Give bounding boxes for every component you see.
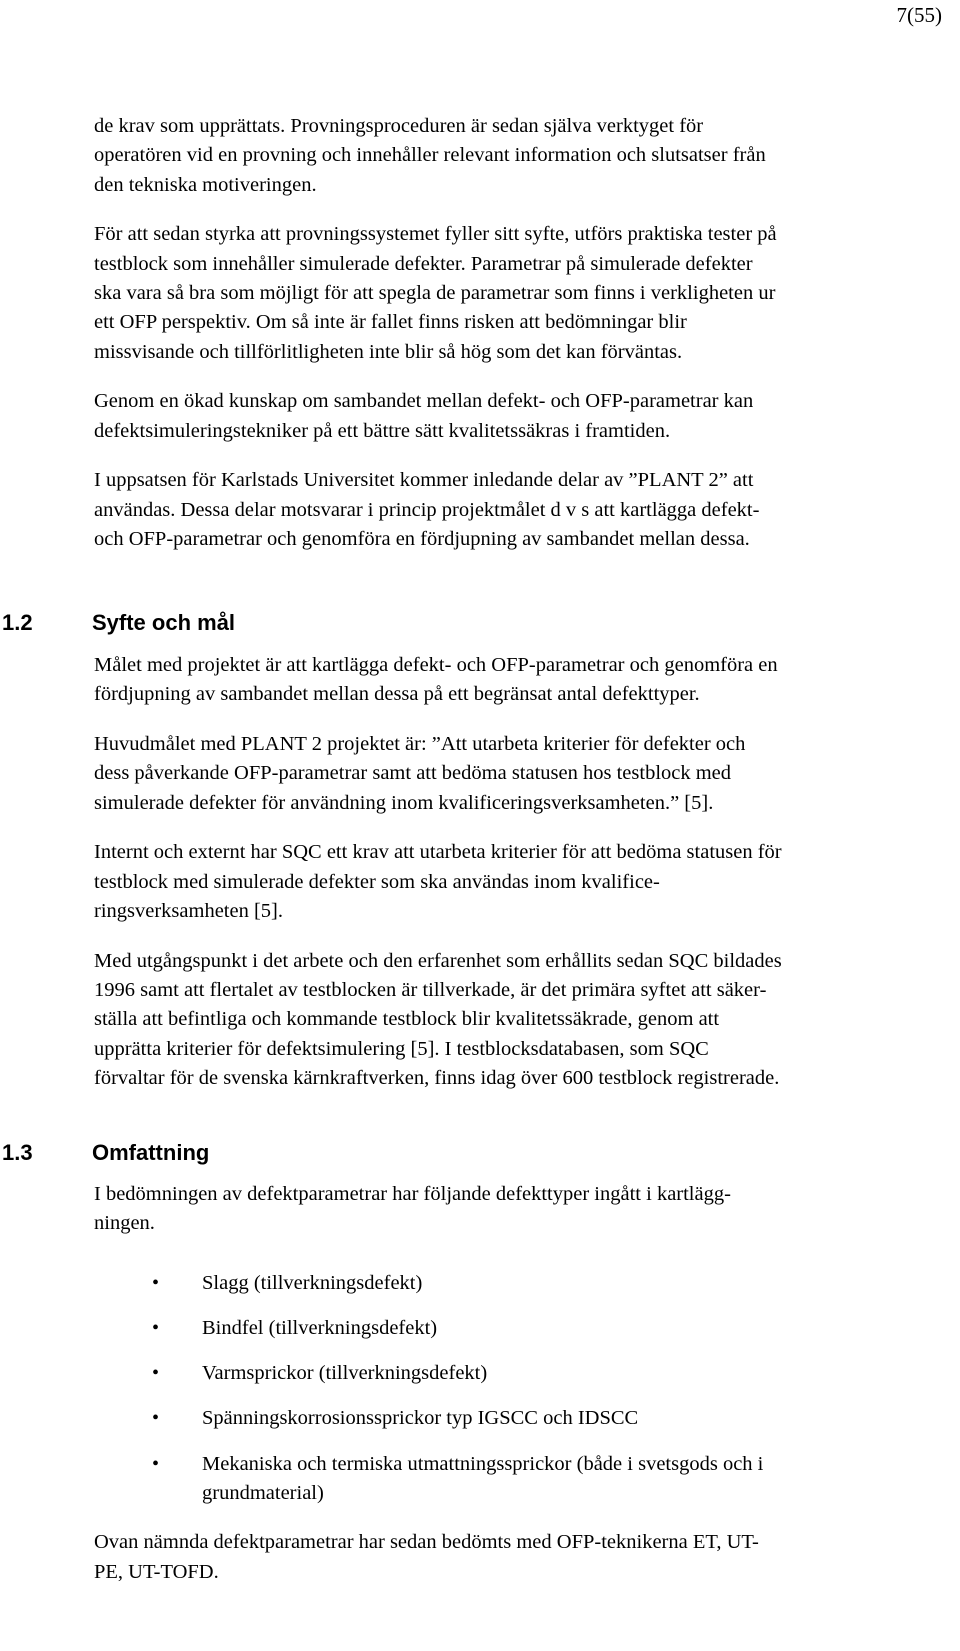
- text-line: Med utgångspunkt i det arbete och den erfarenhet som erhållits sedan SQC bildades: [94, 949, 782, 972]
- text-line: PE, UT-TOFD.: [94, 1560, 219, 1583]
- text-line: den tekniska motiveringen.: [94, 173, 317, 196]
- text-line: de krav som upprättats. Provningsproceduren är sedan själva verktyget för: [94, 115, 704, 137]
- section-number: 1.3: [2, 1140, 33, 1165]
- list-item-text: Bindfel (tillverkningsdefekt): [202, 1316, 438, 1339]
- text-line: I bedömningen av defektparametrar har följande defekttyper ingått i kartlägg-: [94, 1183, 731, 1205]
- defect-type-list: [94, 1269, 960, 1509]
- text-line: I uppsatsen för Karlstads Universitet kommer inledande delar av ”PLANT 2” att: [94, 469, 754, 492]
- text-line: Huvudmålet med PLANT 2 projektet är: ”Att utarbeta kriterier för defekter och: [94, 733, 746, 756]
- list-item: [94, 1269, 960, 1298]
- section-title: Syfte och mål: [92, 610, 236, 635]
- paragraph: [94, 466, 960, 554]
- list-item: [94, 1404, 960, 1433]
- list-item-text: grundmaterial): [202, 1482, 324, 1505]
- text-line: missvisande och tillförlitligheten inte blir så hög som det kan förväntas.: [94, 340, 683, 363]
- bullet-icon: •: [152, 1452, 160, 1475]
- text-line: upprätta kriterier för defektsimulering [5]. I testblocksdatabasen, som SQC: [94, 1037, 709, 1060]
- text-line: ningen.: [94, 1212, 155, 1235]
- text-line: Internt och externt har SQC ett krav att utarbeta kriterier för att bedöma statusen för: [94, 841, 782, 864]
- section-body-1-2: [94, 651, 960, 1114]
- section-title: Omfattning: [92, 1140, 210, 1165]
- page-number: 7(55): [896, 3, 942, 27]
- list-item: [94, 1359, 960, 1388]
- text-line: ställa att befintliga och kommande testblock blir kvalitetssäkrade, genom att: [94, 1008, 720, 1031]
- section-number: 1.2: [2, 610, 33, 635]
- paragraph: [94, 651, 960, 710]
- text-line: testblock som innehåller simulerade defekter. Parametrar på simulerade defekter: [94, 252, 753, 275]
- text-line: dess påverkande OFP-parametrar samt att bedöma statusen hos testblock med: [94, 762, 732, 785]
- paragraph: [94, 112, 960, 200]
- text-line: ett OFP perspektiv. Om så inte är fallet finns risken att bedömningar blir: [94, 311, 687, 334]
- text-line: fördjupning av sambandet mellan dessa på ett begränsat antal defekttyper.: [94, 683, 700, 706]
- paragraph: [94, 730, 960, 818]
- text-line: användas. Dessa delar motsvarar i princip projektmålet d v s att kartlägga defekt-: [94, 498, 760, 521]
- text-line: testblock med simulerade defekter som ska användas inom kvalifice-: [94, 870, 660, 893]
- text-line: Målet med projektet är att kartlägga defekt- och OFP-parametrar och genomföra en: [94, 654, 778, 676]
- text-line: och OFP-parametrar och genomföra en fördjupning av sambandet mellan dessa.: [94, 528, 750, 551]
- list-item-text: Mekaniska och termiska utmattningssprickor (både i svetsgods och i: [202, 1452, 764, 1475]
- section-body-1-3: [94, 1180, 960, 1607]
- paragraph: [94, 1528, 960, 1587]
- text-line: Ovan nämnda defektparametrar har sedan bedömts med OFP-teknikerna ET, UT-: [94, 1531, 759, 1554]
- bullet-icon: •: [152, 1316, 160, 1339]
- bullet-icon: •: [152, 1362, 160, 1385]
- list-item: [94, 1450, 960, 1509]
- text-line: defektsimuleringstekniker på ett bättre sätt kvalitetssäkras i framtiden.: [94, 419, 671, 442]
- list-item: [94, 1314, 960, 1343]
- paragraph: [94, 947, 960, 1093]
- text-line: förvaltar för de svenska kärnkraftverken, finns idag över 600 testblock registrerade.: [94, 1067, 780, 1090]
- list-item-text: Spänningskorrosionssprickor typ IGSCC och IDSCC: [202, 1407, 639, 1430]
- bullet-icon: •: [152, 1271, 160, 1294]
- paragraph: [94, 387, 960, 446]
- text-line: operatören vid en provning och innehåller relevant information och slutsatser från: [94, 144, 766, 167]
- text-line: Genom en ökad kunskap om sambandet mellan defekt- och OFP-parametrar kan: [94, 390, 754, 413]
- text-line: För att sedan styrka att provningssystemet fyller sitt syfte, utförs praktiska tester på: [94, 223, 777, 246]
- intro-text: [94, 112, 960, 575]
- text-line: 1996 samt att flertalet av testblocken är tillverkade, är det primära syftet att säker-: [94, 979, 767, 1002]
- paragraph: [94, 838, 960, 926]
- paragraph: [94, 1180, 960, 1239]
- bullet-icon: •: [152, 1407, 160, 1430]
- paragraph: [94, 220, 960, 366]
- text-line: simulerade defekter för användning inom kvalificeringsverksamheten.” [5].: [94, 791, 714, 814]
- text-line: ringsverksamheten [5].: [94, 900, 283, 923]
- text-line: ska vara så bra som möjligt för att spegla de parametrar som finns i verkligheten ur: [94, 281, 776, 304]
- list-item-text: Slagg (tillverkningsdefekt): [202, 1271, 423, 1294]
- list-item-text: Varmsprickor (tillverkningsdefekt): [202, 1362, 488, 1385]
